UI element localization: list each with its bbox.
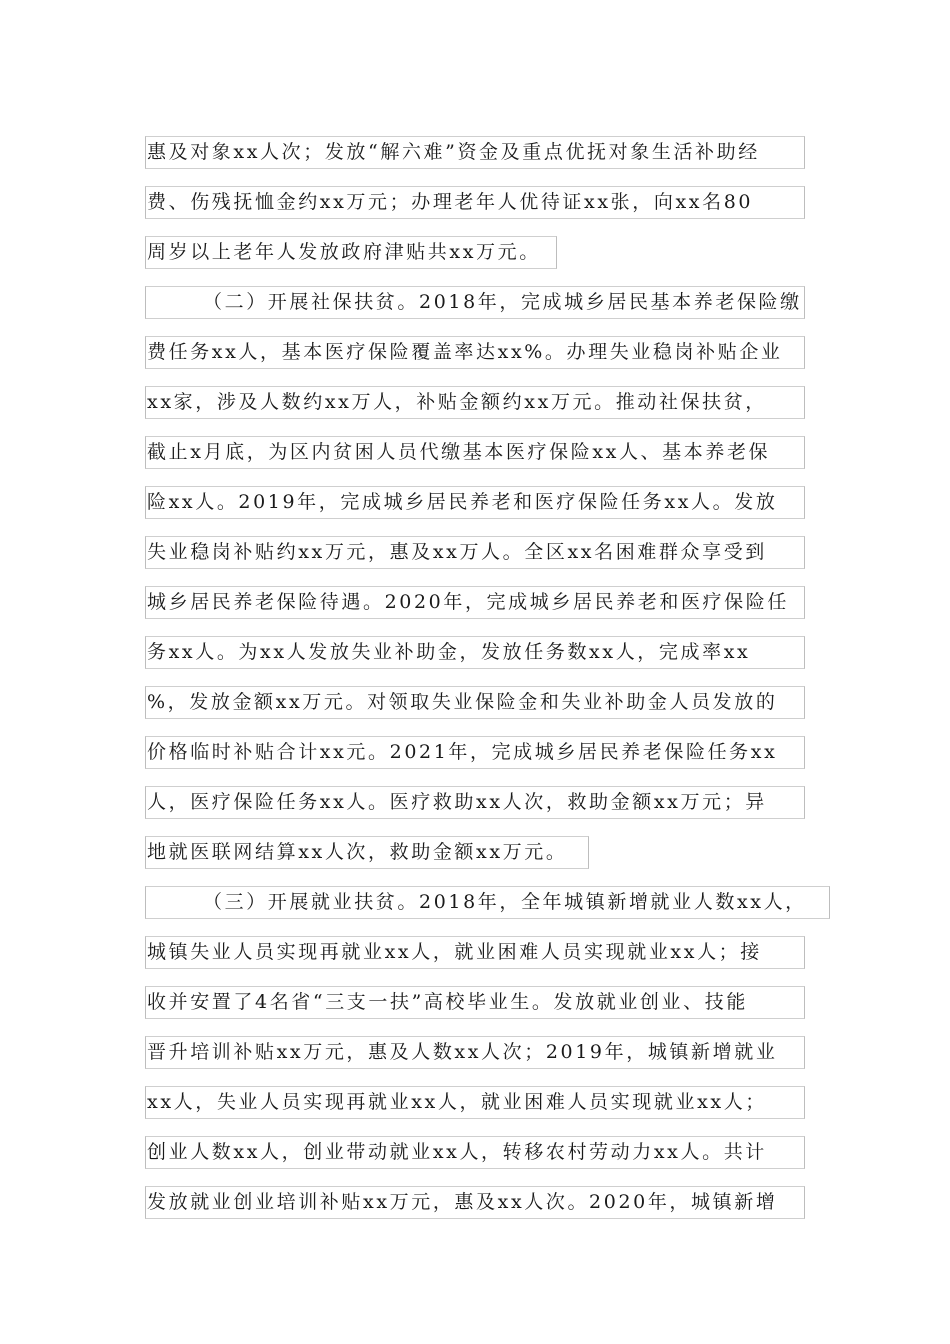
text-line-2: 费、伤残抚恤金约xx万元；办理老年人优待证xx张，向xx名80 xyxy=(145,186,805,219)
text-line-6: xx家，涉及人数约xx万人，补贴金额约xx万元。推动社保扶贫， xyxy=(145,386,805,419)
text-line-8: 险xx人。2019年，完成城乡居民养老和医疗保险任务xx人。发放 xyxy=(145,486,805,519)
text-line-4: （二）开展社保扶贫。2018年，完成城乡居民基本养老保险缴 xyxy=(145,286,805,319)
text-line-14: 人，医疗保险任务xx人。医疗救助xx人次，救助金额xx万元；异 xyxy=(145,786,805,819)
text-line-5: 费任务xx人，基本医疗保险覆盖率达xx%。办理失业稳岗补贴企业 xyxy=(145,336,805,369)
text-line-9: 失业稳岗补贴约xx万元，惠及xx万人。全区xx名困难群众享受到 xyxy=(145,536,805,569)
text-line-18: 收并安置了4名省“三支一扶”高校毕业生。发放就业创业、技能 xyxy=(145,986,805,1019)
text-line-3: 周岁以上老年人发放政府津贴共xx万元。 xyxy=(145,236,557,269)
text-line-10: 城乡居民养老保险待遇。2020年，完成城乡居民养老和医疗保险任 xyxy=(145,586,805,619)
text-line-1: 惠及对象xx人次；发放“解六难”资金及重点优抚对象生活补助经 xyxy=(145,136,805,169)
text-line-7: 截止x月底，为区内贫困人员代缴基本医疗保险xx人、基本养老保 xyxy=(145,436,805,469)
text-line-16: （三）开展就业扶贫。2018年，全年城镇新增就业人数xx人， xyxy=(145,886,830,919)
text-line-17: 城镇失业人员实现再就业xx人，就业困难人员实现就业xx人；接 xyxy=(145,936,805,969)
text-line-15: 地就医联网结算xx人次，救助金额xx万元。 xyxy=(145,836,589,869)
text-line-22: 发放就业创业培训补贴xx万元，惠及xx人次。2020年，城镇新增 xyxy=(145,1186,805,1219)
text-line-11: 务xx人。为xx人发放失业补助金，发放任务数xx人，完成率xx xyxy=(145,636,805,669)
text-line-21: 创业人数xx人，创业带动就业xx人，转移农村劳动力xx人。共计 xyxy=(145,1136,805,1169)
text-line-19: 晋升培训补贴xx万元，惠及人数xx人次；2019年，城镇新增就业 xyxy=(145,1036,805,1069)
text-line-12: %，发放金额xx万元。对领取失业保险金和失业补助金人员发放的 xyxy=(145,686,805,719)
text-line-20: xx人，失业人员实现再就业xx人，就业困难人员实现就业xx人； xyxy=(145,1086,805,1119)
text-line-13: 价格临时补贴合计xx元。2021年，完成城乡居民养老保险任务xx xyxy=(145,736,805,769)
